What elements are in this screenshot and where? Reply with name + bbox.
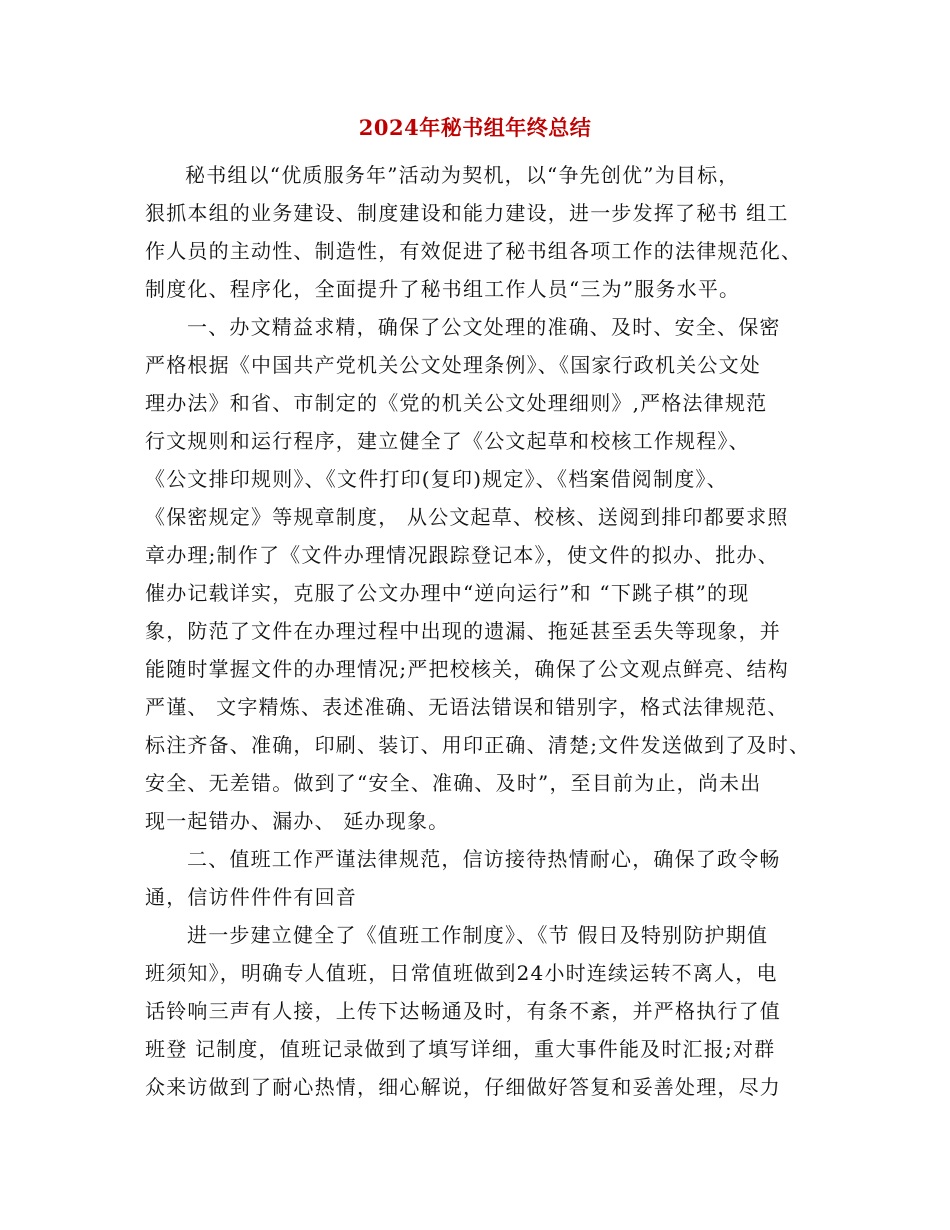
text-line: 话铃响三声有人接，上传下达畅通及时，有条不紊，并严格执行了值 [145,999,781,1023]
text-line: 《保密规定》等规章制度， 从公文起草、校核、送阅到排印都要求照 [145,505,789,529]
text-line: 班登 记制度，值班记录做到了填写详细，重大事件能及时汇报;对群 [145,1037,776,1061]
text-line: 催办记载详实，克服了公文办理中“逆向运行”和 “下跳子棋”的现 [145,581,750,605]
text-line: 班须知》，明确专人值班，日常值班做到24小时连续运转不离人，电 [145,961,778,985]
document-title: 2024年秘书组年终总结 [358,115,592,140]
text-line: 严格根据《中国共产党机关公文处理条例》、《国家行政机关公文处 [145,353,761,377]
text-line: 安全、无差错。做到了“安全、准确、及时”，至目前为止，尚未出 [145,771,762,795]
text-line: 二、值班工作严谨法律规范，信访接待热情耐心，确保了政令畅 [187,847,781,871]
text-line: 作人员的主动性、制造性，有效促进了秘书组各项工作的法律规范化、 [145,239,803,263]
text-line: 标注齐备、准确，印刷、装订、用印正确、清楚;文件发送做到了及时、 [145,733,811,757]
text-line: 众来访做到了耐心热情，细心解说，仔细做好答复和妥善处理，尽力 [145,1075,781,1099]
text-line: 理办法》和省、市制定的《党的机关公文处理细则》,严格法律规范 [145,391,768,415]
text-line: 狠抓本组的业务建设、制度建设和能力建设，进一步发挥了秘书 组工 [145,201,789,225]
text-line: 象，防范了文件在办理过程中出现的遗漏、拖延甚至丢失等现象，并 [145,619,781,643]
text-line: 制度化、程序化，全面提升了秘书组工作人员“三为”服务水平。 [145,277,741,301]
text-line: 通，信访件件件有回音 [145,885,357,909]
text-line: 《公文排印规则》、《文件打印(复印)规定》、《档案借阅制度》、 [145,467,728,491]
text-line: 章办理;制作了《文件办理情况跟踪登记本》，使文件的拟办、批办、 [145,543,779,567]
text-line: 进一步建立健全了《值班工作制度》、《节 假日及特别防护期值 [187,923,769,947]
text-line: 严谨、 文字精炼、表述准确、无语法错误和错别字，格式法律规范、 [145,695,789,719]
text-line: 秘书组以“优质服务年”活动为契机，以“争先创优”为目标， [185,163,740,187]
text-line: 现一起错办、漏办、 延办现象。 [145,809,450,833]
text-line: 能随时掌握文件的办理情况;严把校核关，确保了公文观点鲜亮、结构 [145,657,789,681]
text-line: 行文规则和运行程序，建立健全了《公文起草和校核工作规程》、 [145,429,750,453]
text-line: 一、办文精益求精，确保了公文处理的准确、及时、安全、保密 [187,315,781,339]
